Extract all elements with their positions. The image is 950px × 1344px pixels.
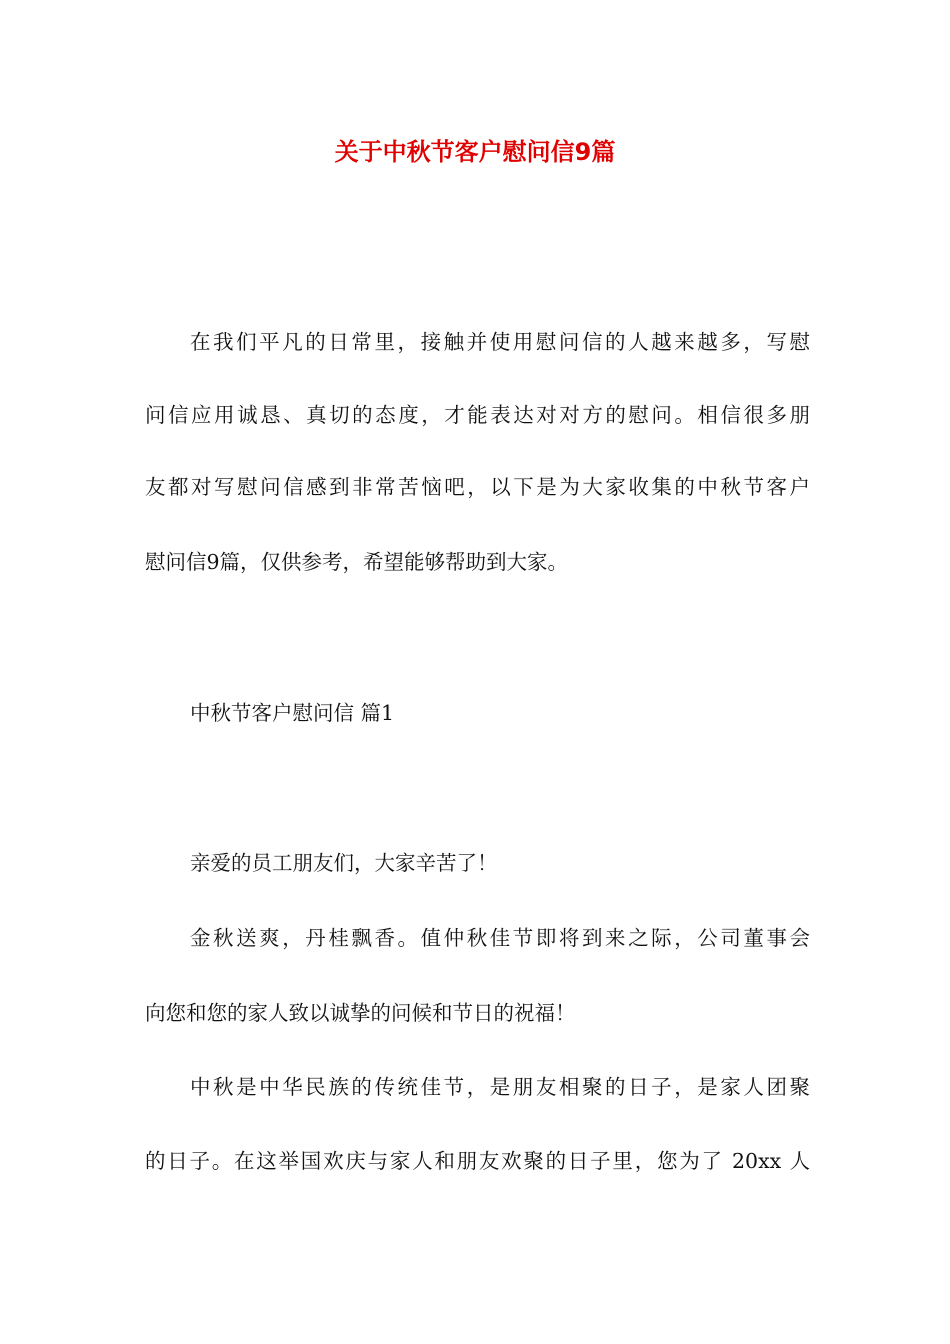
intro-line-1: 在我们平凡的日常里，接触并使用慰问信的人越来越多，写慰 [190,330,810,354]
section-heading: 中秋节客户慰问信 篇1 [190,701,395,725]
paragraph-2-line-1: 中秋是中华民族的传统佳节，是朋友相聚的日子，是家人团聚 [190,1075,810,1099]
paragraph-2-line-2: 的日子。在这举国欢庆与家人和朋友欢聚的日子里，您为了 20xx 人 [145,1149,810,1173]
intro-line-3: 友都对写慰问信感到非常苦恼吧，以下是为大家收集的中秋节客户 [145,475,810,499]
paragraph-1-line-1: 金秋送爽，丹桂飘香。值仲秋佳节即将到来之际，公司董事会 [190,926,810,950]
paragraph-1-line-2: 向您和您的家人致以诚挚的问候和节日的祝福！ [145,1001,576,1025]
intro-line-4: 慰问信9篇，仅供参考，希望能够帮助到大家。 [145,550,569,574]
intro-line-2: 问信应用诚恳、真切的态度，才能表达对对方的慰问。相信很多朋 [145,403,810,427]
greeting-line: 亲爱的员工朋友们，大家辛苦了！ [190,851,498,875]
document-title: 关于中秋节客户慰问信9篇 [334,138,616,166]
